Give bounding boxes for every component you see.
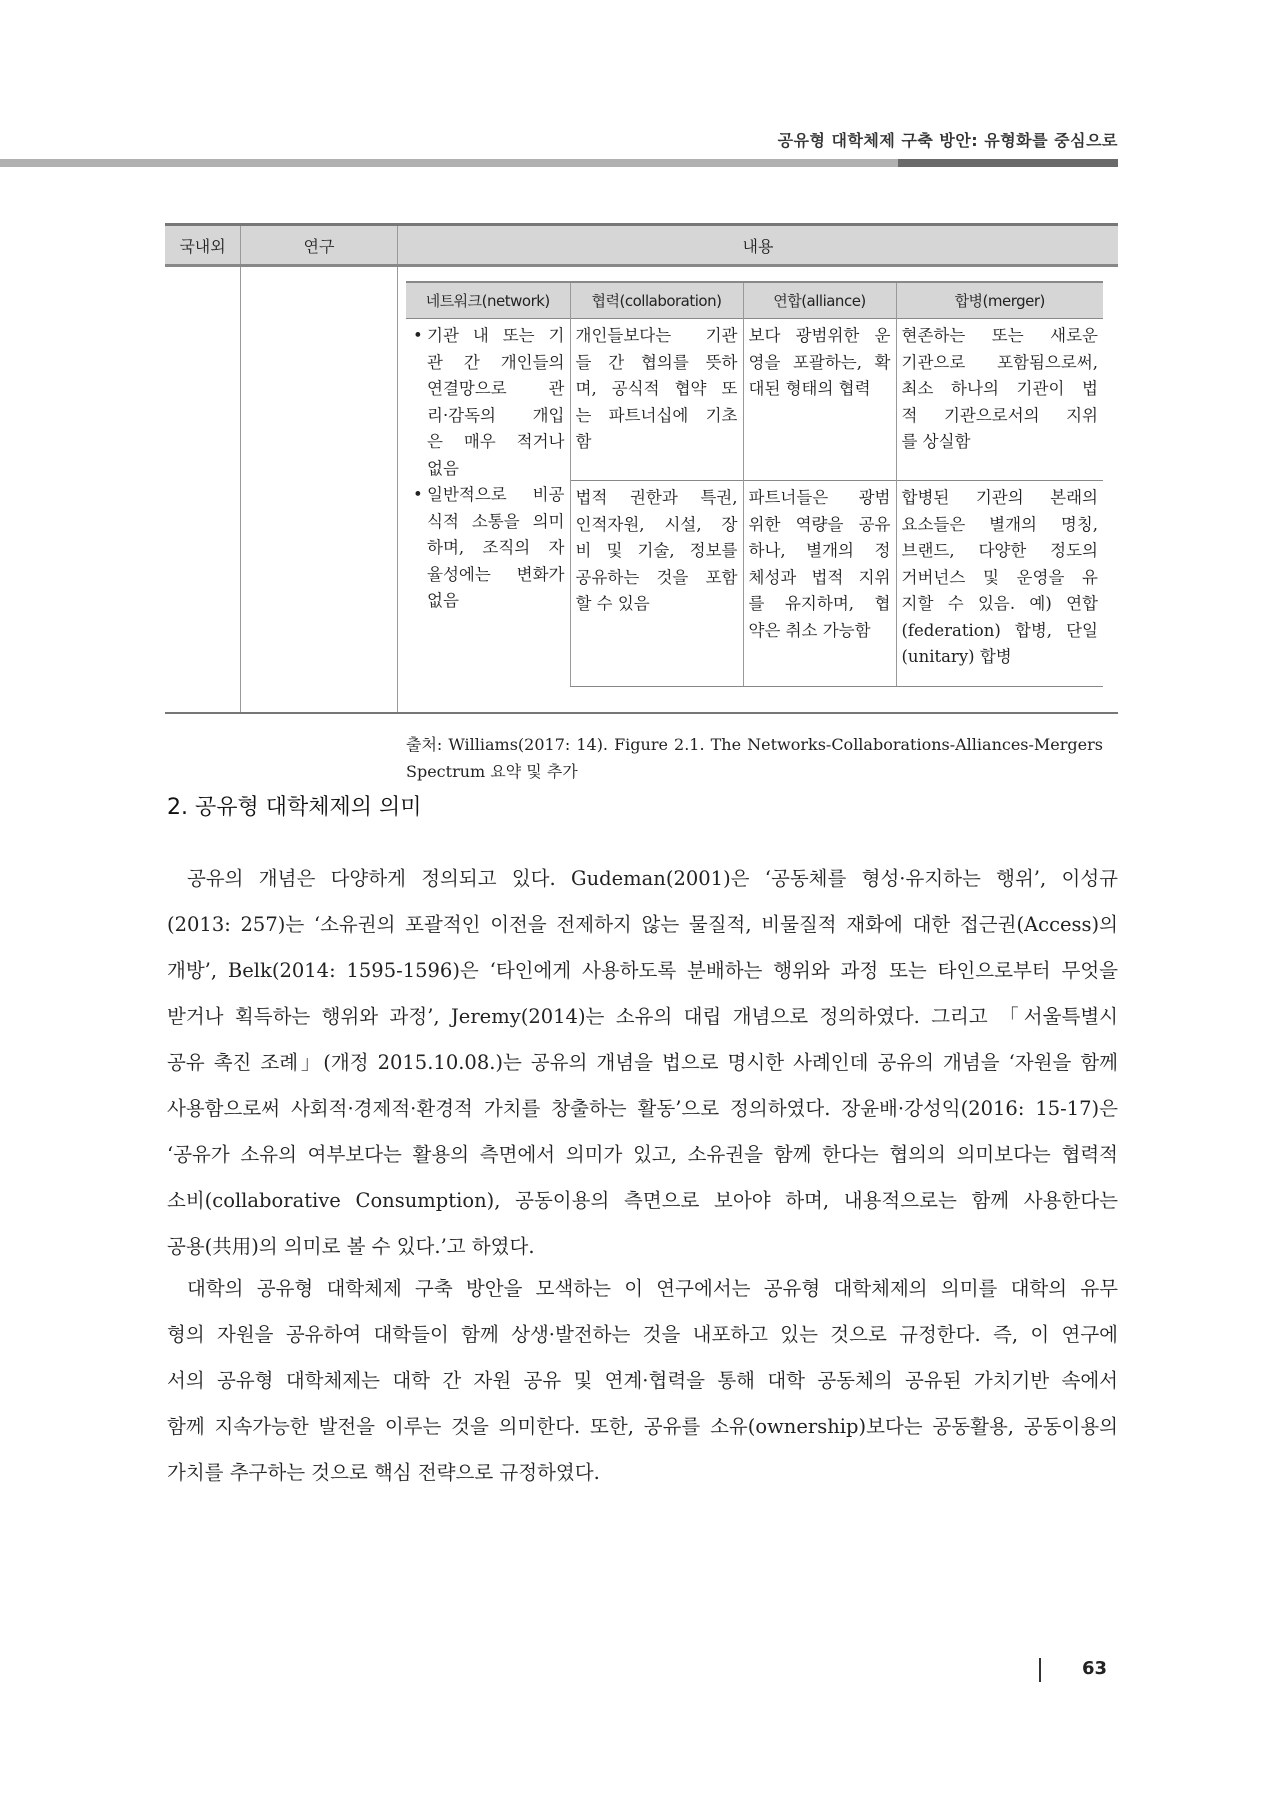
text-line: 기관 내 또는 기 <box>427 326 565 345</box>
text-line: 요소들은 별개의 명칭, <box>901 514 1098 534</box>
spectrum-table <box>406 281 1103 687</box>
cell-merger-1 <box>896 319 1103 481</box>
text-line: 공유하는 것을 포함 <box>575 567 738 587</box>
text-line: 개인들보다는 기관 <box>575 326 738 345</box>
cell-alliance-2 <box>743 481 896 687</box>
text-line: 파트너들은 광범 <box>748 488 891 507</box>
text-line: 함께 지속가능한 발전을 이루는 것을 의미한다. 또한, 공유를 소유(ownership)보다는 공동활용, 공동이용의 <box>167 1415 1118 1438</box>
text-line: 대학의 공유형 대학체제 구축 방안을 모색하는 이 연구에서는 공유형 대학체제의 의미를 대학의 유무 <box>187 1277 1118 1300</box>
text-line: 는 파트너십에 기초 <box>575 405 738 425</box>
text-line: 를 상실함 <box>901 432 971 451</box>
text-line: ‘공유가 소유의 여부보다는 활용의 측면에서 의미가 있고, 소유권을 함께 한다는 협의의 의미보다는 협력적 <box>167 1143 1118 1166</box>
text-line: 함 <box>575 432 592 451</box>
text-line: Spectrum 요약 및 추가 <box>406 761 578 781</box>
text-line: 영을 포괄하는, 확 <box>748 352 891 372</box>
text-line: 며, 공식적 협약 또 <box>575 379 738 398</box>
text-line: 하며, 조직의 자 <box>427 538 565 557</box>
text-line: 비 및 기술, 정보를 <box>575 541 738 560</box>
text-line: 약은 취소 가능함 <box>748 620 871 640</box>
cell-content <box>398 267 1118 781</box>
text-line: 사용함으로써 사회적·경제적·환경적 가치를 창출하는 활동’으로 정의하였다. 장윤배·강성익(2016: 15-17)은 <box>167 1097 1118 1120</box>
text-line: 관 간 개인들의 <box>427 352 565 372</box>
paragraph-2 <box>167 1266 1118 1496</box>
text-line: 들 간 협의를 뜻하 <box>575 352 738 372</box>
page-number-divider <box>1039 1658 1041 1682</box>
text-line: 받거나 획득하는 행위와 과정’, Jeremy(2014)는 소유의 대립 개념으로 정의하였다. 그리고 「서울특별시 <box>167 1005 1118 1028</box>
text-line: 식적 소통을 의미 <box>427 511 565 531</box>
text-line: 적 기관으로서의 지위 <box>901 405 1098 425</box>
text-line: 개방’, Belk(2014: 1595-1596)은 ‘타인에게 사용하도록 분배하는 행위와 과정 또는 타인으로부터 무엇을 <box>167 959 1118 982</box>
cell-study <box>241 267 398 712</box>
text-line: 를 유지하며, 협 <box>748 594 891 613</box>
text-line: 최소 하나의 기관이 법 <box>901 379 1098 398</box>
header-collaboration: 협력(collaboration) <box>570 282 743 319</box>
text-line: 일반적으로 비공 <box>427 485 565 504</box>
table-body-row <box>165 267 1118 781</box>
text-line: 소비(collaborative Consumption), 공동이용의 측면으로 보아야 하며, 내용적으로는 함께 사용한다는 <box>167 1189 1118 1212</box>
header-alliance: 연합(alliance) <box>743 282 896 319</box>
text-line: 기관으로 포함됨으로써, <box>901 352 1098 372</box>
text-line: 합병된 기관의 본래의 <box>901 488 1098 507</box>
text-line: 리·감독의 개입 <box>427 405 565 425</box>
network-bullet-1: • 기관 내 또는 기 관 간 개인들의 연결망으로 관 리·감독의 개입 은 매우 적거나 없음 <box>411 323 565 482</box>
spectrum-row-1 <box>406 319 1103 481</box>
text-line: 지할 수 있음. 예) 연합 <box>901 594 1098 613</box>
header-network: 네트워크(network) <box>406 282 570 319</box>
text-line: 대된 형태의 협력 <box>748 379 871 398</box>
text-line: 가치를 추구하는 것으로 핵심 전략으로 규정하였다. <box>167 1461 600 1484</box>
header-rule-accent <box>898 159 1118 167</box>
text-line: 하나, 별개의 정 <box>748 541 891 560</box>
header-domestic-foreign: 국내외 <box>165 226 241 264</box>
network-bullet-2: • 일반적으로 비공 식적 소통을 의미 하며, 조직의 자 율성에는 변화가 없음 <box>411 482 565 615</box>
text-line: 브랜드, 다양한 정도의 <box>901 541 1098 560</box>
cell-collaboration-2 <box>570 481 743 687</box>
paragraph-1 <box>167 856 1118 1270</box>
text-line: (2013: 257)는 ‘소유권의 포괄적인 이전을 전제하지 않는 물질적, 비물질적 재화에 대한 접근권(Access)의 <box>167 913 1118 936</box>
table-source-note <box>406 732 1103 785</box>
header-merger: 합병(merger) <box>896 282 1103 319</box>
header-rule <box>0 159 1118 167</box>
header-content: 내용 <box>742 236 774 256</box>
page-number: 63 <box>1082 1658 1108 1679</box>
text-line: 은 매우 적거나 <box>427 432 565 451</box>
running-head: 공유형 대학체제 구축 방안: 유형화를 중심으로 <box>777 131 1118 150</box>
cell-collaboration-1 <box>570 319 743 481</box>
text-line: 거버넌스 및 운영을 유 <box>901 567 1098 587</box>
text-line: 공유의 개념은 다양하게 정의되고 있다. Gudeman(2001)은 ‘공동체를 형성·유지하는 행위’, 이성규 <box>187 867 1118 890</box>
text-line: 인적자원, 시설, 장 <box>575 514 738 534</box>
header-study: 연구 <box>241 226 398 264</box>
text-line: 없음 <box>427 591 459 610</box>
text-line: 위한 역량을 공유 <box>748 514 891 534</box>
text-line: 법적 권한과 특권, <box>575 488 738 507</box>
cell-alliance-1 <box>743 319 896 481</box>
cell-domestic-foreign <box>165 267 241 712</box>
comparison-table <box>165 223 1118 781</box>
text-line: 체성과 법적 지위 <box>748 567 891 587</box>
text-line: 공용(共用)의 의미로 볼 수 있다.’고 하였다. <box>167 1235 535 1258</box>
text-line: (unitary) 합병 <box>901 647 1012 666</box>
spectrum-header-row <box>406 282 1103 319</box>
table-header-row <box>165 226 1118 267</box>
text-line: 보다 광범위한 운 <box>748 326 891 345</box>
text-line: 형의 자원을 공유하여 대학들이 함께 상생·발전하는 것을 내포하고 있는 것으로 규정한다. 즉, 이 연구에 <box>167 1323 1118 1346</box>
text-line: 할 수 있음 <box>575 594 650 613</box>
text-line: 출처: Williams(2017: 14). Figure 2.1. The Networks-Collaborations-Alliances-Mergers <box>406 735 1103 754</box>
text-line: 현존하는 또는 새로운 <box>901 326 1098 345</box>
text-line: 연결망으로 관 <box>427 379 565 398</box>
cell-network <box>406 319 570 687</box>
text-line: 율성에는 변화가 <box>427 564 565 584</box>
text-line: 공유 촉진 조례」(개정 2015.10.08.)는 공유의 개념을 법으로 명시한 사례인데 공유의 개념을 ‘자원을 함께 <box>167 1051 1118 1074</box>
section-title: 2. 공유형 대학체제의 의미 <box>167 795 422 820</box>
text-line: (federation) 합병, 단일 <box>901 620 1098 640</box>
cell-merger-2 <box>896 481 1103 687</box>
text-line: 없음 <box>427 458 459 478</box>
text-line: 서의 공유형 대학체제는 대학 간 자원 공유 및 연계·협력을 통해 대학 공동체의 공유된 가치기반 속에서 <box>167 1369 1118 1392</box>
